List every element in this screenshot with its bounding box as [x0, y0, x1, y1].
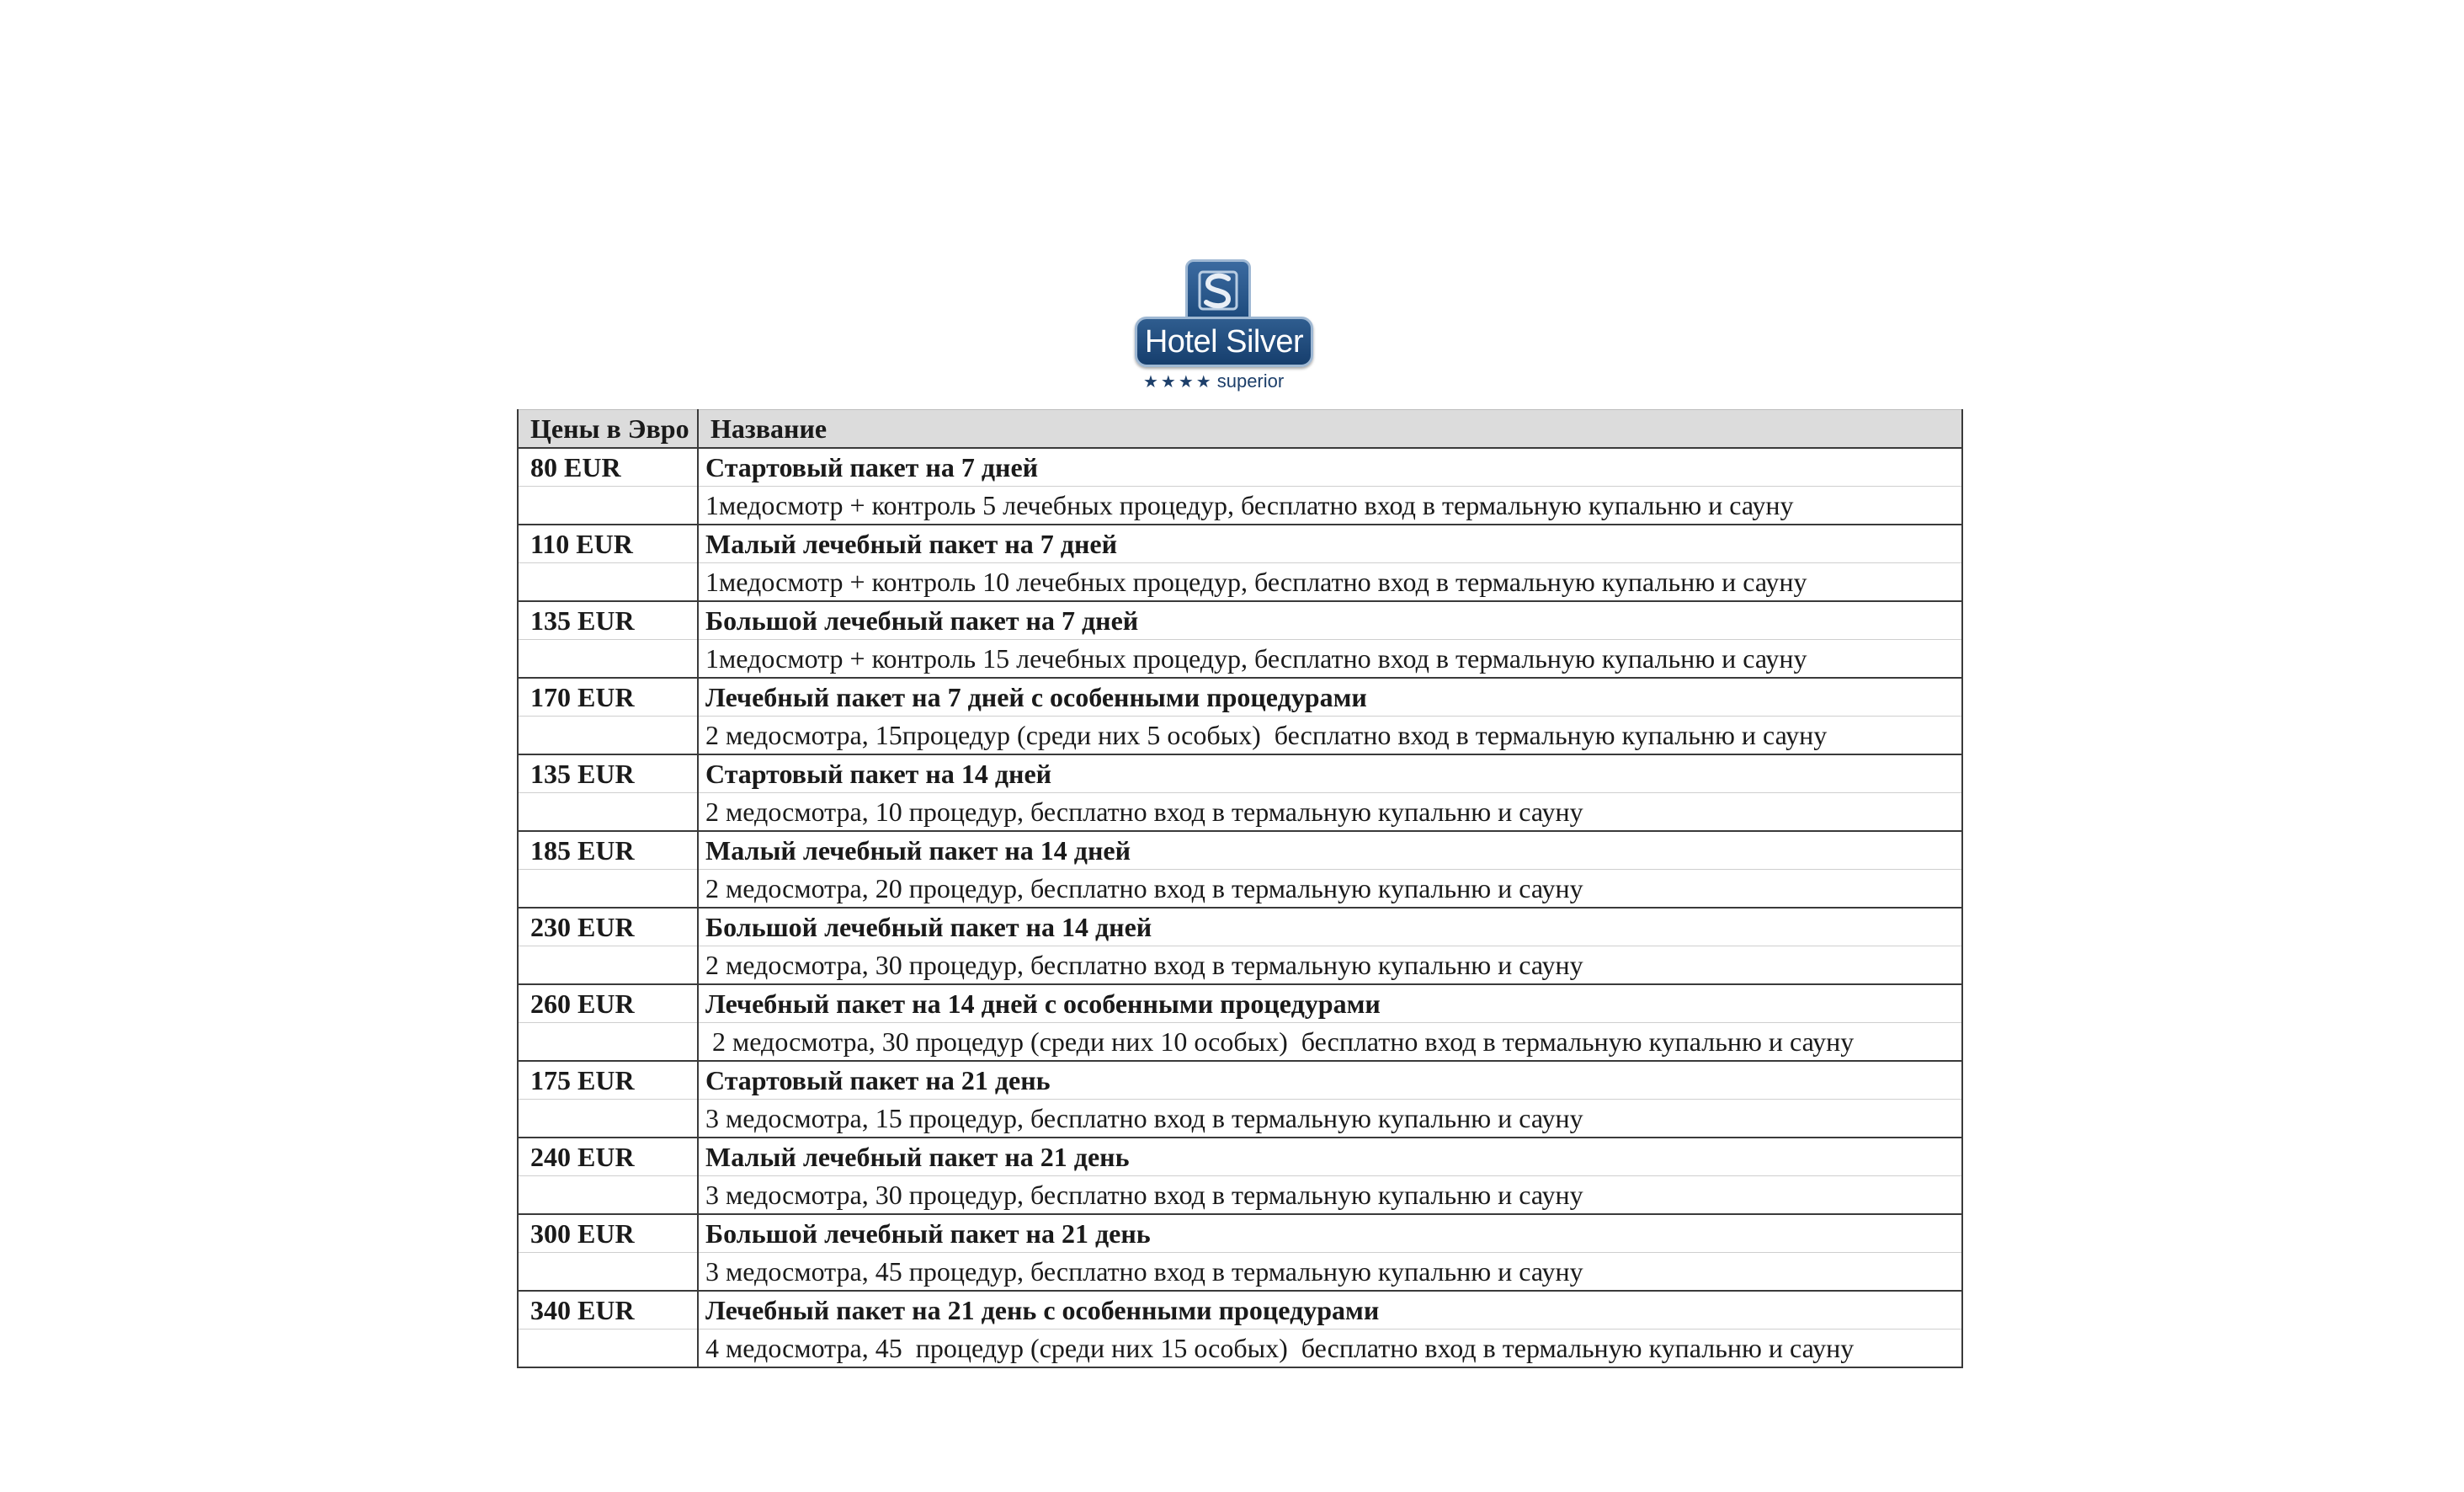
empty-cell: [518, 487, 698, 525]
package-description: 2 медосмотра, 20 процедур, бесплатно вход в термальную купальню и сауну: [698, 870, 1962, 909]
table-row-description: [518, 717, 1962, 755]
package-title: Лечебный пакет на 7 дней с особенными процедурами: [698, 678, 1962, 717]
table-row: [518, 1061, 1962, 1100]
table-row: [518, 831, 1962, 870]
table-row: [518, 754, 1962, 793]
logo-stars-icon: ★★★★: [1143, 371, 1214, 392]
empty-cell: [518, 946, 698, 985]
table-row: [518, 1291, 1962, 1329]
table-row-description: [518, 1176, 1962, 1215]
package-price: 260 EUR: [518, 984, 698, 1023]
price-table: [517, 409, 1963, 1368]
package-price: 185 EUR: [518, 831, 698, 870]
table-row-description: [518, 1100, 1962, 1138]
package-description: 2 медосмотра, 10 процедур, бесплатно вход в термальную купальню и сауну: [698, 793, 1962, 832]
table-row-description: [518, 640, 1962, 679]
table-row-description: [518, 793, 1962, 832]
package-title: Лечебный пакет на 21 день с особенными процедурами: [698, 1291, 1962, 1329]
table-row: [518, 678, 1962, 717]
table-row: [518, 525, 1962, 563]
package-price: 300 EUR: [518, 1214, 698, 1253]
package-price: 175 EUR: [518, 1061, 698, 1100]
package-price: 170 EUR: [518, 678, 698, 717]
package-price: 135 EUR: [518, 754, 698, 793]
hotel-logo: [1126, 258, 1328, 392]
table-header-row: [518, 410, 1962, 449]
empty-cell: [518, 1023, 698, 1062]
table-row-description: [518, 1023, 1962, 1062]
empty-cell: [518, 563, 698, 602]
empty-cell: [518, 717, 698, 755]
package-title: Малый лечебный пакет на 21 день: [698, 1138, 1962, 1176]
table-row: [518, 1214, 1962, 1253]
logo-emblem-icon: [1185, 259, 1251, 322]
logo-subtitle: superior: [1216, 370, 1285, 392]
package-title: Стартовый пакет на 14 дней: [698, 754, 1962, 793]
table-row: [518, 984, 1962, 1023]
table-row: [518, 1138, 1962, 1176]
package-title: Большой лечебный пакет на 21 день: [698, 1214, 1962, 1253]
empty-cell: [518, 640, 698, 679]
package-price: 240 EUR: [518, 1138, 698, 1176]
table-row-description: [518, 870, 1962, 909]
table-body: [518, 448, 1962, 1367]
package-title: Лечебный пакет на 14 дней с особенными процедурами: [698, 984, 1962, 1023]
package-price: 340 EUR: [518, 1291, 698, 1329]
logo-emblem-s-icon: [1188, 262, 1248, 319]
table-row: [518, 908, 1962, 946]
empty-cell: [518, 793, 698, 832]
package-price: 135 EUR: [518, 601, 698, 640]
package-title: Большой лечебный пакет на 7 дней: [698, 601, 1962, 640]
table-row-description: [518, 946, 1962, 985]
package-description: 2 медосмотра, 30 процедур, бесплатно вход в термальную купальню и сауну: [698, 946, 1962, 985]
table-row: [518, 601, 1962, 640]
package-description: 4 медосмотра, 45 процедур (среди них 15 особых) бесплатно вход в термальную купальню и сауну: [698, 1329, 1962, 1368]
table-row-description: [518, 563, 1962, 602]
package-description: 1медосмотр + контроль 15 лечебных процедур, бесплатно вход в термальную купальню и сауну: [698, 640, 1962, 679]
package-price: 110 EUR: [518, 525, 698, 563]
package-price: 80 EUR: [518, 448, 698, 487]
package-description: 1медосмотр + контроль 5 лечебных процедур, бесплатно вход в термальную купальню и сауну: [698, 487, 1962, 525]
table-row-description: [518, 1329, 1962, 1368]
package-title: Большой лечебный пакет на 14 дней: [698, 908, 1962, 946]
price-column-header: Цены в Эвро: [518, 410, 698, 449]
package-description: 2 медосмотра, 30 процедур (среди них 10 особых) бесплатно вход в термальную купальню и сауну: [698, 1023, 1962, 1062]
package-title: Стартовый пакет на 7 дней: [698, 448, 1962, 487]
empty-cell: [518, 1329, 698, 1368]
empty-cell: [518, 1100, 698, 1138]
table-row-description: [518, 1253, 1962, 1292]
package-title: Малый лечебный пакет на 14 дней: [698, 831, 1962, 870]
empty-cell: [518, 1253, 698, 1292]
package-description: 1медосмотр + контроль 10 лечебных процедур, бесплатно вход в термальную купальню и сауну: [698, 563, 1962, 602]
package-title: Стартовый пакет на 21 день: [698, 1061, 1962, 1100]
package-price: 230 EUR: [518, 908, 698, 946]
package-description: 3 медосмотра, 15 процедур, бесплатно вход в термальную купальню и сауну: [698, 1100, 1962, 1138]
logo-rating: [1143, 370, 1320, 392]
logo-name: Hotel Silver: [1135, 317, 1313, 367]
empty-cell: [518, 870, 698, 909]
package-description: 2 медосмотра, 15процедур (среди них 5 особых) бесплатно вход в термальную купальню и сауну: [698, 717, 1962, 755]
name-column-header: Название: [698, 410, 1962, 449]
package-description: 3 медосмотра, 30 процедур, бесплатно вход в термальную купальню и сауну: [698, 1176, 1962, 1215]
empty-cell: [518, 1176, 698, 1215]
package-title: Малый лечебный пакет на 7 дней: [698, 525, 1962, 563]
package-description: 3 медосмотра, 45 процедур, бесплатно вход в термальную купальню и сауну: [698, 1253, 1962, 1292]
table-row: [518, 448, 1962, 487]
table-row-description: [518, 487, 1962, 525]
